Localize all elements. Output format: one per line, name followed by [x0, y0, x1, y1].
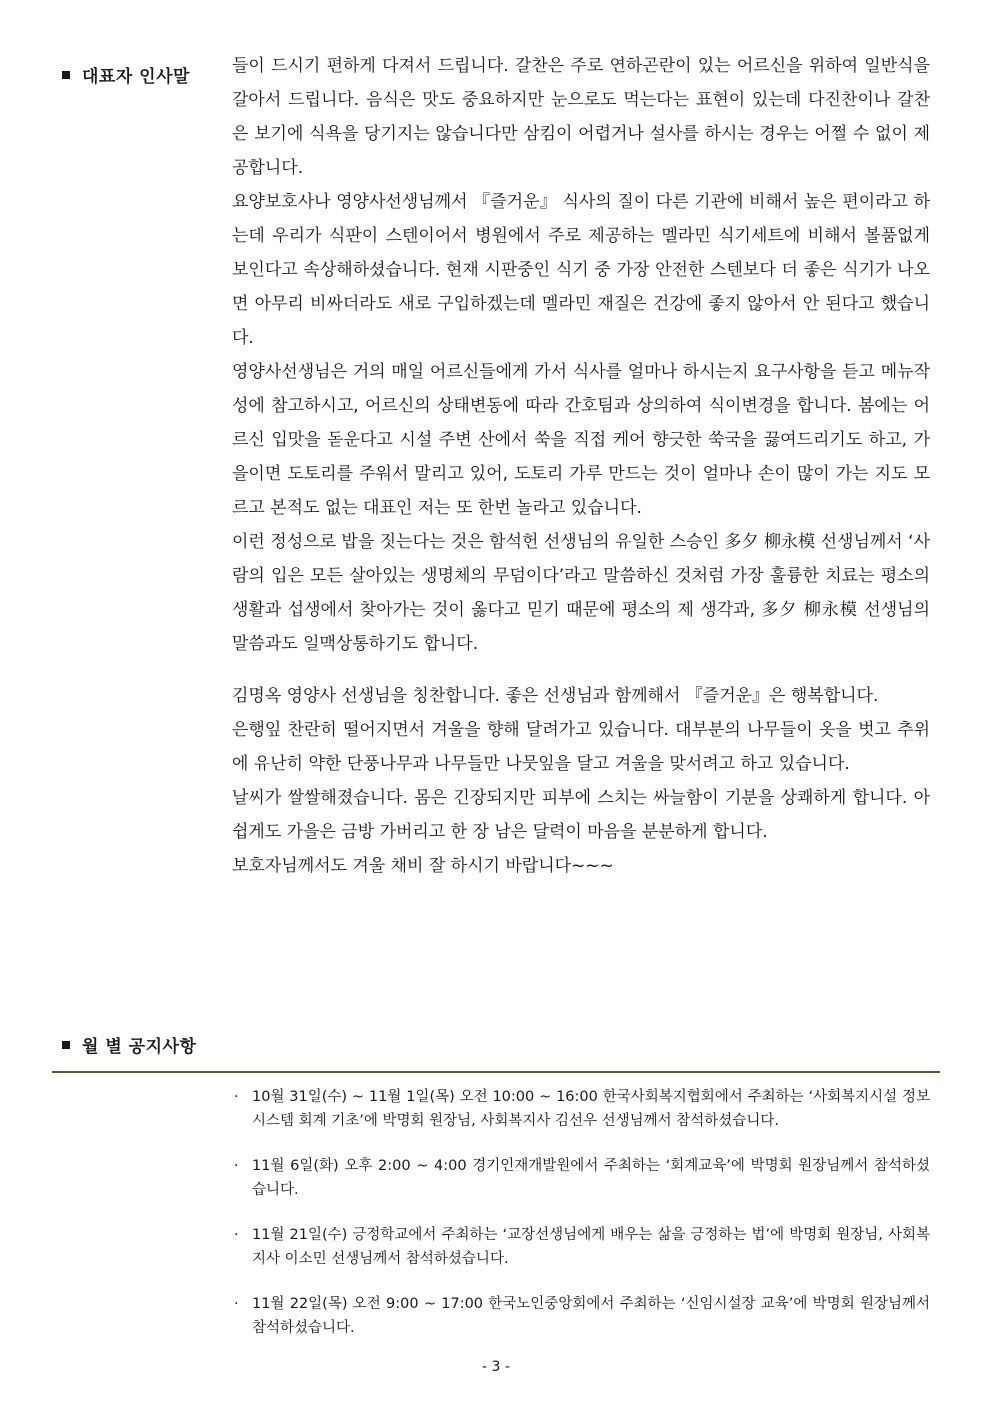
middle-dot-icon: · [234, 1089, 239, 1105]
paragraph: 날씨가 쌀쌀해졌습니다. 몸은 긴장되지만 피부에 스치는 싸늘함이 기분을 상쾌하게 합니다. 아쉽게도 가을은 금방 가버리고 한 장 남은 달력이 마음을 분분하게 합니다. [232, 788, 930, 842]
paragraph: 은행잎 찬란히 떨어지면서 겨울을 향해 달려가고 있습니다. 대부분의 나무들이 옷을 벗고 추위에 유난히 약한 단풍나무과 나무들만 나뭇잎을 달고 겨울을 맞서려고 하고 있습니다. [232, 720, 930, 774]
section-label-greeting [62, 62, 190, 87]
section-divider [52, 1071, 940, 1073]
paragraph: 요양보호사나 영양사선생님께서 『즐거운』 식사의 질이 다른 기관에 비해서 높은 편이라고 하는데 우리가 식판이 스텐이어서 병원에서 주로 제공하는 멜라민 식기세트에 비해서 볼품없게 보인다고 속상해하셨습니다. 현재 시판중인 식기 중 가장 안전한 스텐보다 더 좋은 식기가 나오면 아무리 비싸더라도 새로 구입하겠는데 멜라민 재질은 건강에 좋지 않아서 안 된다고 했습니다. [232, 192, 930, 348]
notice-text: 11월 21일(수) 긍정학교에서 주최하는 ‘교장선생님에게 배우는 삶을 긍정하는 법’에 박명회 원장님, 사회복지사 이소민 선생님께서 참석하셨습니다. [252, 1227, 930, 1267]
middle-dot-icon: · [234, 1227, 239, 1243]
section-label-monthly [62, 1032, 196, 1057]
paragraph: 영양사선생님은 거의 매일 어르신들에게 가서 식사를 얼마나 하시는지 요구사항을 듣고 메뉴작성에 참고하시고, 어르신의 상태변동에 따라 간호팀과 상의하여 식이변경을 합니다. 봄에는 어르신 입맛을 돋운다고 시설 주변 산에서 쑥을 직접 케어 향긋한 쑥국을 끓여드리기도 하고, 가을이면 도토리를 주워서 말리고 있어, 도토리 가루 만드는 것이 얼마나 손이 많이 가는 지도 모르고 본적도 없는 대표인 저는 또 한번 놀라고 있습니다. [232, 362, 930, 518]
notice-item [232, 1085, 930, 1133]
notice-item [232, 1223, 930, 1271]
greeting-body [232, 49, 930, 883]
notice-list [232, 1085, 930, 1361]
notice-item [232, 1154, 930, 1202]
paragraph: 보호자님께서도 겨울 채비 잘 하시기 바랍니다~~~ [232, 856, 614, 876]
page-number: - 3 - [482, 1359, 510, 1375]
paragraph: 들이 드시기 편하게 다져서 드립니다. 갈찬은 주로 연하곤란이 있는 어르신을 위하여 일반식을 갈아서 드립니다. 음식은 맛도 중요하지만 눈으로도 먹는다는 표현이 있는데 다진찬이나 갈찬은 보기에 식욕을 당기지는 않습니다만 삼킴이 어렵거나 설사를 하시는 경우는 어쩔 수 없이 제공합니다. [232, 56, 930, 178]
square-bullet-icon [62, 71, 70, 79]
section-label-text: 월 별 공지사항 [82, 1037, 197, 1057]
middle-dot-icon: · [234, 1158, 239, 1174]
notice-text: 11월 22일(목) 오전 9:00 ~ 17:00 한국노인중앙회에서 주최하는 ‘신임시설장 교육’에 박명회 원장님께서 참석하셨습니다. [252, 1296, 930, 1336]
section-label-text: 대표자 인사말 [82, 67, 190, 87]
notice-text: 10월 31일(수) ~ 11월 1일(목) 오전 10:00 ~ 16:00 한국사회복지협회에서 주최하는 ‘사회복지시설 정보시스템 회계 기초’에 박명회 원장님, 사회복지사 김선우 선생님께서 참석하셨습니다. [252, 1089, 930, 1129]
paragraph: 김명옥 영양사 선생님을 칭찬합니다. 좋은 선생님과 함께해서 『즐거운』은 행복합니다. [232, 686, 879, 706]
notice-text: 11월 6일(화) 오후 2:00 ~ 4:00 경기인재개발원에서 주최하는 ‘회계교육’에 박명회 원장님께서 참석하셨습니다. [252, 1158, 930, 1198]
notice-item [232, 1292, 930, 1340]
middle-dot-icon: · [234, 1296, 239, 1312]
paragraph: 이런 정성으로 밥을 짓는다는 것은 함석헌 선생님의 유일한 스승인 多夕 柳永模 선생님께서 ‘사람의 입은 모든 살아있는 생명체의 무덤이다’라고 말씀하신 것처럼 가장 훌륭한 치료는 평소의 생활과 섭생에서 찾아가는 것이 옳다고 믿기 때문에 평소의 제 생각과, 多夕 柳永模 선생님의 말씀과도 일맥상통하기도 합니다. [232, 532, 930, 654]
square-bullet-icon [62, 1041, 70, 1049]
